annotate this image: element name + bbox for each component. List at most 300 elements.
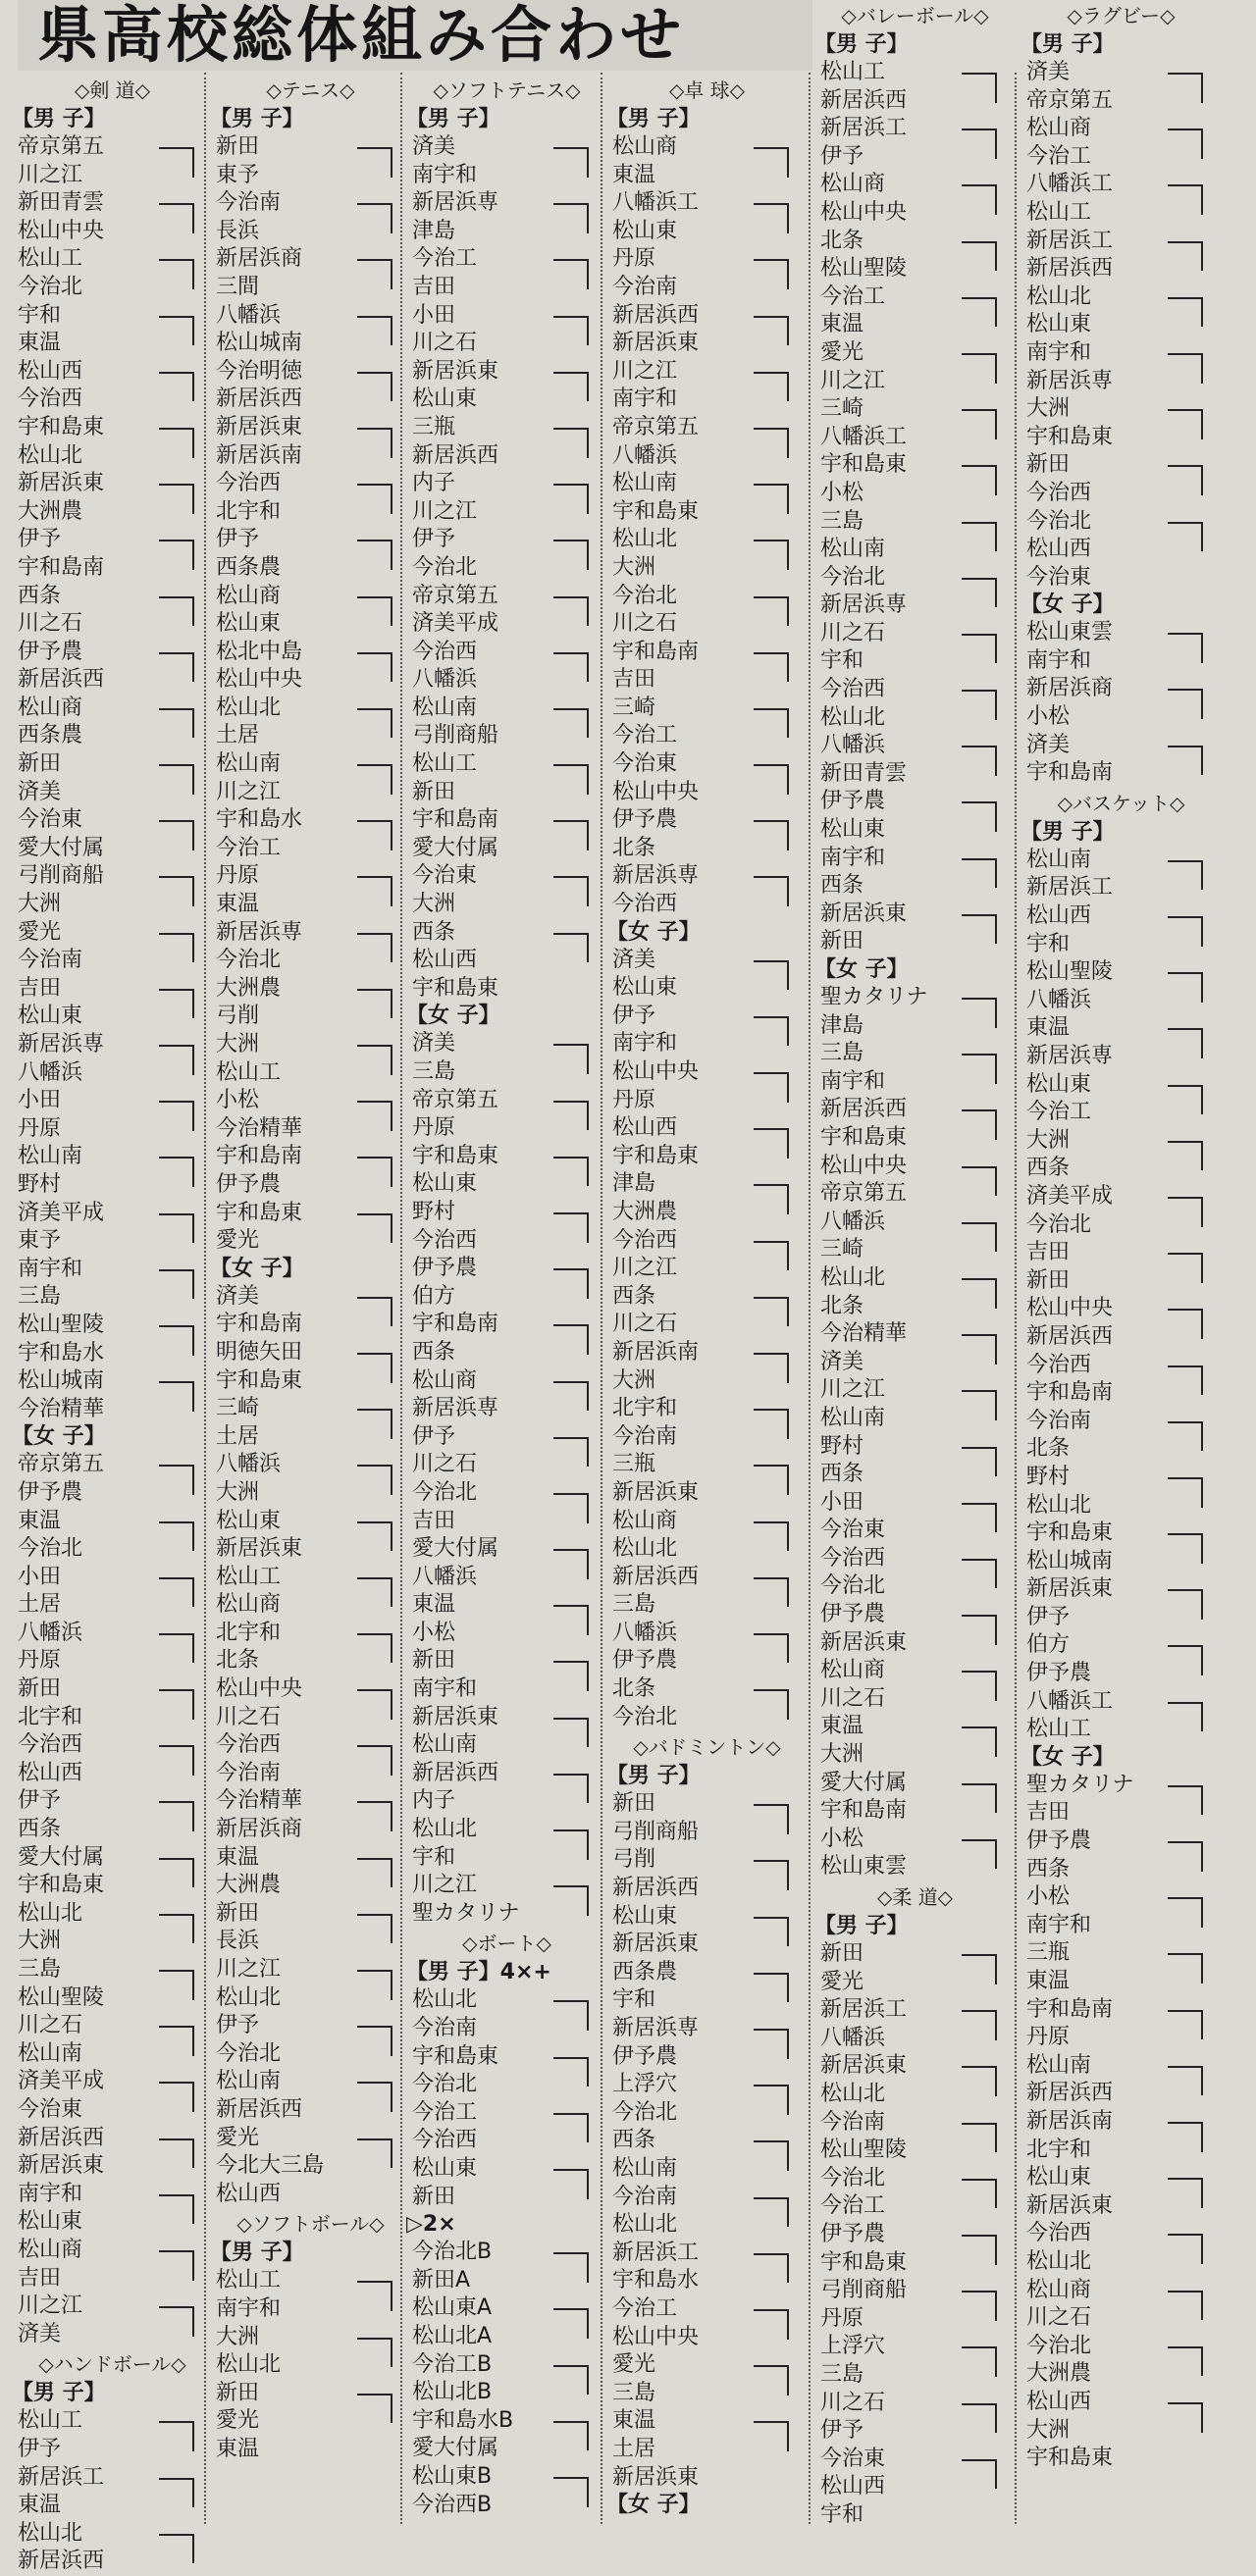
team-name: 松山西 xyxy=(18,1760,83,1785)
team-entry xyxy=(12,2464,213,2493)
team-name: 三崎 xyxy=(820,396,864,422)
team-entry xyxy=(606,1535,808,1564)
team-entry xyxy=(814,1153,1016,1181)
team-name: 松山南 xyxy=(412,695,478,720)
team-entry xyxy=(1020,1716,1222,1744)
team-entry xyxy=(12,1620,213,1648)
team-entry xyxy=(210,722,411,750)
team-name: 新居浜専 xyxy=(612,863,700,889)
team-entry xyxy=(406,554,607,583)
team-entry xyxy=(606,218,808,246)
team-name: 今治北 xyxy=(612,583,678,608)
team-name: 松山東雲 xyxy=(820,1854,908,1880)
team-entry xyxy=(210,218,411,246)
team-entry xyxy=(814,2192,1016,2221)
team-name: 川之江 xyxy=(18,2293,83,2319)
team-name: 松山西 xyxy=(1026,903,1092,929)
team-name: 西条農 xyxy=(18,723,83,748)
team-name: 八幡浜工 xyxy=(820,424,908,449)
team-entry xyxy=(814,2501,1016,2530)
team-name: 伊予農 xyxy=(820,2221,886,2246)
team-entry xyxy=(12,1704,213,1732)
team-name: 土居 xyxy=(612,2436,656,2461)
team-entry xyxy=(210,2068,411,2096)
team-entry xyxy=(12,2040,213,2069)
team-name: 大洲 xyxy=(18,892,62,917)
team-entry xyxy=(12,2181,213,2209)
team-entry xyxy=(1020,2277,1222,2305)
division-label: ▷2× xyxy=(406,2212,456,2238)
team-entry xyxy=(814,199,1016,228)
team-name: 松山西 xyxy=(612,1115,678,1141)
team-entry xyxy=(406,666,607,695)
team-name: 小松 xyxy=(1026,704,1071,730)
team-entry xyxy=(814,1236,1016,1264)
team-name: 松山南 xyxy=(412,1732,478,1758)
team-entry xyxy=(814,1320,1016,1349)
team-entry xyxy=(12,1675,213,1704)
team-name: 新居浜西 xyxy=(18,2125,105,2150)
team-entry xyxy=(12,722,213,750)
team-name: 大洲農 xyxy=(216,1873,282,1898)
team-entry xyxy=(606,414,808,442)
team-name: 大洲 xyxy=(412,892,456,917)
column-separator xyxy=(1015,73,1017,2524)
team-name: 愛光 xyxy=(820,1969,864,1994)
team-entry xyxy=(210,554,411,583)
team-entry xyxy=(814,1969,1016,1997)
team-name: 松山北 xyxy=(820,2081,886,2106)
team-entry xyxy=(210,470,411,498)
team-name: 北条 xyxy=(820,1293,864,1318)
team-name: 八幡浜工 xyxy=(1026,172,1114,197)
team-name: 松山商 xyxy=(216,1592,282,1618)
team-entry xyxy=(814,1405,1016,1433)
team-entry xyxy=(210,1787,411,1816)
team-name: 松山北 xyxy=(1026,1492,1092,1518)
team-name: 松山城南 xyxy=(18,1368,105,1394)
team-name: 新居浜西 xyxy=(612,1876,700,1901)
team-name: 愛大付属 xyxy=(18,835,105,860)
team-name: 新居浜西 xyxy=(412,442,499,468)
team-entry xyxy=(12,1031,213,1059)
team-entry xyxy=(210,1003,411,1031)
team-name: 新居浜東 xyxy=(1026,2192,1114,2218)
team-entry xyxy=(606,666,808,695)
team-name: 松山西 xyxy=(412,948,478,973)
team-name: 伊予 xyxy=(216,2013,260,2038)
team-name: 愛光 xyxy=(820,339,864,365)
team-name: 新居浜西 xyxy=(1026,256,1114,282)
team-entry xyxy=(210,1900,411,1929)
team-name: 伯方 xyxy=(1026,1632,1071,1658)
team-entry xyxy=(406,1311,607,1339)
team-name: 松山商 xyxy=(1026,116,1092,141)
team-name: 済美 xyxy=(1026,60,1071,84)
team-entry xyxy=(210,1423,411,1452)
team-name: 伊予農 xyxy=(820,789,886,814)
team-name: 今治西 xyxy=(820,677,886,702)
team-name: 土居 xyxy=(18,1592,62,1618)
team-entry xyxy=(1020,759,1222,788)
team-entry xyxy=(406,2323,607,2351)
team-entry xyxy=(12,1900,213,1929)
team-name: 今治西 xyxy=(18,1732,83,1758)
team-name: 済美 xyxy=(18,2321,62,2346)
team-entry xyxy=(606,189,808,218)
team-name: 今治北 xyxy=(216,948,282,973)
team-entry xyxy=(1020,2417,1222,2446)
team-name: 三崎 xyxy=(820,1237,864,1262)
team-name: 松山中央 xyxy=(612,2324,700,2349)
team-name: 松山城南 xyxy=(1026,1548,1114,1573)
team-name: 松山東 xyxy=(216,611,282,637)
team-name: 松山西 xyxy=(820,2474,886,2499)
team-name: 土居 xyxy=(216,1423,260,1449)
team-name: 松山工 xyxy=(1026,199,1092,225)
team-entry xyxy=(814,59,1016,87)
team-name: 新田青雲 xyxy=(18,190,105,216)
team-entry xyxy=(210,162,411,190)
team-entry xyxy=(12,1087,213,1115)
team-entry xyxy=(1020,675,1222,703)
team-name: 今治南 xyxy=(412,2016,478,2040)
team-entry xyxy=(814,171,1016,199)
team-name: 松山南 xyxy=(216,751,282,777)
team-name: 松山西 xyxy=(18,358,83,384)
team-name: 松山聖陵 xyxy=(18,1312,105,1337)
team-name: 松山北 xyxy=(216,1984,282,2010)
team-name: 松山商 xyxy=(1026,2277,1092,2302)
team-entry xyxy=(1020,2248,1222,2277)
team-name: 松山工 xyxy=(216,1564,282,1589)
team-name: 伊予農 xyxy=(1026,1661,1092,1686)
team-name: 三間 xyxy=(216,274,260,299)
team-entry xyxy=(12,1451,213,1479)
team-entry xyxy=(406,1283,607,1312)
team-name: 今治工B xyxy=(412,2351,493,2377)
sport-heading: ◇バレーボール◇ xyxy=(841,4,989,27)
team-entry xyxy=(1020,451,1222,480)
team-name: 小松 xyxy=(412,1620,456,1645)
team-entry xyxy=(406,2407,607,2436)
team-name: 宇和島水 xyxy=(612,2268,700,2293)
team-name: 川之江 xyxy=(412,498,478,524)
team-name: 松山北 xyxy=(216,2352,282,2378)
team-name: 大洲 xyxy=(612,554,656,580)
team-name: 川之江 xyxy=(18,162,83,187)
team-entry xyxy=(1020,902,1222,931)
team-name: 松山南 xyxy=(18,1144,83,1169)
team-entry xyxy=(1020,2333,1222,2361)
sport-heading: ◇柔 道◇ xyxy=(876,1885,954,1909)
team-entry xyxy=(606,133,808,162)
team-entry xyxy=(406,1731,607,1760)
team-name: 松山北 xyxy=(412,1817,478,1842)
team-entry xyxy=(210,1872,411,1900)
team-name: 今治西 xyxy=(216,1732,282,1758)
team-entry xyxy=(210,245,411,274)
team-name: 今治北 xyxy=(612,1704,678,1729)
team-entry xyxy=(406,245,607,274)
team-name: 新居浜西 xyxy=(612,1564,700,1589)
team-name: 新居浜西 xyxy=(216,2096,303,2122)
team-entry xyxy=(406,1647,607,1675)
team-entry xyxy=(814,928,1016,956)
team-name: 済美 xyxy=(216,1283,260,1309)
team-entry xyxy=(406,919,607,948)
team-name: 上浮穴 xyxy=(612,2072,678,2097)
team-entry xyxy=(606,2043,808,2072)
team-name: 松山北 xyxy=(612,2212,678,2238)
bracket-column xyxy=(814,0,1016,2529)
team-entry xyxy=(606,2324,808,2352)
team-entry xyxy=(12,2125,213,2153)
division-label: 【女 子】 xyxy=(606,919,701,945)
team-entry xyxy=(210,806,411,835)
team-entry xyxy=(406,2267,607,2295)
team-entry xyxy=(210,1984,411,2013)
team-entry xyxy=(210,919,411,948)
column-separator xyxy=(601,73,602,2524)
team-entry xyxy=(406,1087,607,1115)
team-entry xyxy=(814,1349,1016,1377)
team-entry xyxy=(1020,847,1222,875)
team-entry xyxy=(12,666,213,695)
team-entry xyxy=(1020,283,1222,312)
team-name: 川之石 xyxy=(1026,2305,1092,2331)
team-entry xyxy=(12,1367,213,1396)
team-name: 宇和島東 xyxy=(1026,1520,1114,1546)
team-entry xyxy=(12,2096,213,2125)
team-name: 松山北 xyxy=(612,1536,678,1562)
team-name: 八幡浜 xyxy=(612,1620,678,1645)
team-name: 帝京第五 xyxy=(18,134,105,159)
team-entry xyxy=(12,1003,213,1031)
team-entry xyxy=(406,1535,607,1564)
team-entry xyxy=(12,2492,213,2520)
team-entry xyxy=(814,1601,1016,1629)
team-entry xyxy=(1020,2445,1222,2473)
team-name: 今治西 xyxy=(412,2128,478,2153)
team-entry xyxy=(1020,647,1222,676)
team-name: 宇和 xyxy=(1026,931,1071,956)
team-name: 松山西 xyxy=(1026,2389,1092,2414)
team-entry xyxy=(210,2267,411,2295)
team-entry xyxy=(814,1293,1016,1321)
team-name: 今治北 xyxy=(216,2040,282,2066)
team-entry xyxy=(210,891,411,919)
team-name: 新田 xyxy=(412,2184,456,2209)
team-name: 松山聖陵 xyxy=(820,256,908,282)
team-entry xyxy=(210,610,411,639)
team-name: 松山東 xyxy=(820,817,886,843)
team-name: 西条 xyxy=(412,1339,456,1365)
team-name: 新田 xyxy=(1026,1267,1071,1293)
team-name: 南宇和 xyxy=(412,162,478,187)
team-name: 川之江 xyxy=(612,358,678,384)
team-entry xyxy=(12,835,213,863)
team-name: 松山聖陵 xyxy=(820,2138,908,2163)
team-entry xyxy=(406,218,607,246)
team-name: 内子 xyxy=(412,471,456,496)
team-entry xyxy=(210,302,411,331)
team-name: 新居浜西 xyxy=(216,386,303,412)
team-entry xyxy=(210,1087,411,1115)
team-entry xyxy=(210,1339,411,1367)
team-entry xyxy=(406,1508,607,1536)
team-name: 宇和島東 xyxy=(216,1367,303,1393)
team-entry xyxy=(12,1956,213,1984)
team-entry xyxy=(210,1844,411,1873)
team-entry xyxy=(210,1143,411,1171)
team-entry xyxy=(814,1376,1016,1405)
team-entry xyxy=(1020,339,1222,368)
team-entry xyxy=(406,189,607,218)
team-entry xyxy=(606,358,808,386)
team-name: 今治西 xyxy=(1026,1352,1092,1377)
team-name: 聖カタリナ xyxy=(820,985,928,1009)
team-entry xyxy=(1020,1548,1222,1576)
team-entry xyxy=(814,1096,1016,1124)
team-entry xyxy=(12,2152,213,2181)
team-name: 松山北 xyxy=(216,695,282,720)
division-label: 【男 子】 xyxy=(1020,32,1115,57)
team-entry xyxy=(12,583,213,611)
team-entry xyxy=(814,2221,1016,2249)
team-name: 大洲 xyxy=(216,1032,260,1056)
team-entry xyxy=(12,1787,213,1816)
team-name: 宇和 xyxy=(820,2501,864,2527)
team-entry xyxy=(210,639,411,667)
team-entry xyxy=(12,2293,213,2321)
team-entry xyxy=(606,1903,808,1932)
team-entry xyxy=(210,1395,411,1423)
team-name: 帝京第五 xyxy=(412,1087,499,1112)
team-entry xyxy=(606,1367,808,1396)
team-name: 川之石 xyxy=(18,2013,83,2038)
team-name: 八幡浜工 xyxy=(612,190,700,216)
team-name: 小田 xyxy=(820,1489,864,1515)
team-entry xyxy=(1020,2220,1222,2248)
team-entry xyxy=(406,610,607,639)
team-entry xyxy=(1020,619,1222,647)
team-name: 宇和島南 xyxy=(216,1312,303,1337)
team-entry xyxy=(814,255,1016,283)
team-name: 松山工 xyxy=(18,246,83,272)
team-name: 済美平成 xyxy=(412,611,499,637)
team-entry xyxy=(406,639,607,667)
team-entry xyxy=(606,1931,808,1959)
team-name: 東温 xyxy=(820,312,864,337)
team-entry xyxy=(814,732,1016,760)
team-entry xyxy=(606,1620,808,1648)
team-name: 大洲 xyxy=(1026,396,1071,422)
team-entry xyxy=(12,1760,213,1788)
team-name: 新居浜専 xyxy=(216,919,303,945)
team-name: 松山東 xyxy=(412,1171,478,1197)
team-entry xyxy=(210,1704,411,1732)
team-entry xyxy=(210,1816,411,1844)
team-entry xyxy=(406,1170,607,1199)
team-name: 今治東 xyxy=(412,863,478,889)
team-name: 丹原 xyxy=(1026,2025,1071,2050)
team-entry xyxy=(210,2012,411,2040)
team-name: 八幡浜 xyxy=(820,2025,886,2050)
team-name: 北宇和 xyxy=(18,1704,83,1729)
team-name: 北宇和 xyxy=(216,1620,282,1645)
team-name: 伊予 xyxy=(820,143,864,169)
team-name: 今治北 xyxy=(820,2165,886,2190)
team-entry xyxy=(1020,1435,1222,1464)
team-name: 新居浜南 xyxy=(612,1339,700,1365)
team-entry xyxy=(406,526,607,554)
team-entry xyxy=(814,283,1016,312)
team-name: 愛光 xyxy=(18,919,62,945)
team-name: 松山南 xyxy=(1026,2052,1092,2078)
team-name: 愛光 xyxy=(612,2352,656,2378)
team-name: 新居浜東 xyxy=(612,2464,700,2490)
team-entry xyxy=(1020,228,1222,256)
team-entry xyxy=(210,1675,411,1704)
team-name: 伊予農 xyxy=(612,807,678,833)
team-entry xyxy=(406,2435,607,2463)
team-entry xyxy=(814,1461,1016,1489)
team-name: 明徳矢田 xyxy=(216,1339,303,1365)
team-name: 川之江 xyxy=(820,1377,886,1403)
team-entry xyxy=(814,143,1016,172)
team-name: 三島 xyxy=(820,508,864,534)
team-name: 東温 xyxy=(18,2493,62,2518)
team-entry xyxy=(1020,368,1222,396)
team-entry xyxy=(606,1564,808,1592)
team-entry xyxy=(210,1367,411,1396)
team-entry xyxy=(814,1713,1016,1741)
team-entry xyxy=(12,218,213,246)
team-name: 長浜 xyxy=(216,218,260,243)
team-entry xyxy=(606,974,808,1003)
team-entry xyxy=(406,722,607,750)
sport-heading: ◇テニス◇ xyxy=(266,78,355,102)
team-entry xyxy=(406,2127,607,2155)
team-name: 吉田 xyxy=(1026,1800,1071,1826)
team-name: 川之石 xyxy=(612,611,678,637)
team-name: 宇和島南 xyxy=(216,1144,303,1169)
team-entry xyxy=(210,1479,411,1508)
team-entry xyxy=(814,1826,1016,1854)
team-name: 今治西 xyxy=(412,1227,478,1253)
team-entry xyxy=(1020,2192,1222,2221)
team-name: 松山商 xyxy=(820,172,886,197)
team-name: 愛光 xyxy=(216,2125,260,2150)
team-name: 川之石 xyxy=(612,1312,678,1337)
team-entry xyxy=(210,414,411,442)
team-entry xyxy=(406,1199,607,1227)
team-name: 今治東 xyxy=(820,2446,886,2471)
team-entry xyxy=(12,1227,213,1256)
team-entry xyxy=(1020,1968,1222,1996)
team-entry xyxy=(406,1704,607,1732)
team-name: 伊予 xyxy=(216,527,260,552)
team-name: 今治工 xyxy=(820,283,886,309)
team-entry xyxy=(12,526,213,554)
team-entry xyxy=(12,1508,213,1536)
team-name: 今治工 xyxy=(1026,143,1092,169)
team-entry xyxy=(12,442,213,471)
division-label: 【女 子】 xyxy=(210,1256,304,1281)
division-label: 【男 子】 xyxy=(814,32,909,57)
team-name: 南宇和 xyxy=(18,2181,83,2206)
